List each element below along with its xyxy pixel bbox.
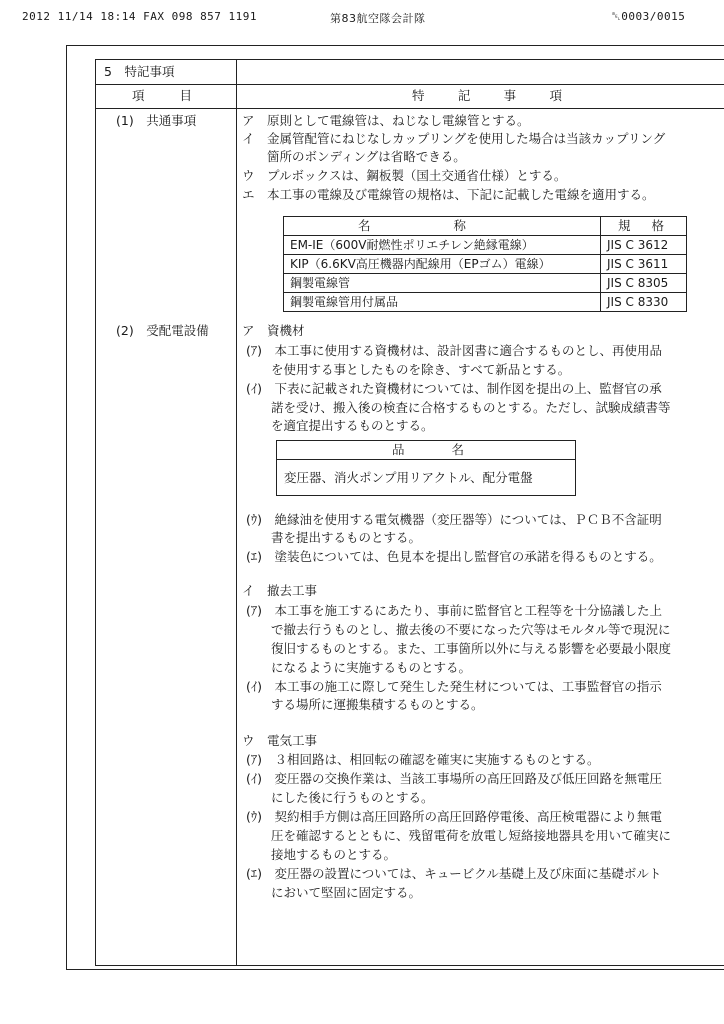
standards-table-row-line: [283, 292, 687, 293]
removal-line: (ｱ) 本工事を施工するにあたり、事前に監督官と工程等を十分協議した上: [246, 603, 663, 618]
materials-line: 書を提出するものとする。: [246, 530, 422, 545]
materials-line: を使用する事としたものを除き、すべて新品とする。: [246, 362, 571, 377]
materials-line: を適宜提出するものとする。: [246, 418, 434, 433]
product-table-row-line: [276, 459, 576, 460]
title-row-border: [95, 84, 724, 85]
standards-table-row-line: [283, 273, 687, 274]
standards-cell-standard: JIS C 3611: [607, 257, 669, 271]
standards-cell-name: EM-IE（600V耐燃性ポリエチレン絶縁電線）: [290, 238, 534, 252]
standards-cell-name: KIP（6.6KV高圧機器内配線用（EPゴム）電線）: [290, 257, 551, 271]
removal-line: 復旧するものとする。また、工事箇所以外に与える影響を必要最小限度: [246, 641, 672, 656]
fax-page-counter: ␇0003/0015: [612, 10, 686, 23]
electrical-line: 接地するものとする。: [246, 847, 397, 862]
standards-cell-name: 鋼製電線管: [290, 276, 351, 290]
frame-bottom: [66, 969, 724, 970]
materials-line: (ｲ) 下表に記載された資機材については、制作図を提出の上、監督官の承: [246, 381, 662, 396]
column-divider: [236, 59, 237, 965]
standards-cell-name: 鋼製電線管用付属品: [290, 295, 399, 309]
removal-line: する場所に運搬集積するものとする。: [246, 697, 484, 712]
table-bottom-border: [95, 965, 724, 966]
standards-table-row-line: [283, 254, 687, 255]
electrical-title: ウ 電気工事: [242, 733, 318, 748]
header-row-border: [95, 108, 724, 109]
electrical-line: 圧を確認するとともに、残留電荷を放電し短絡接地器具を用いて確実に: [246, 828, 672, 843]
table-left-border: [95, 59, 96, 965]
common-line: ア 原則として電線管は、ねじなし電線管とする。: [242, 113, 530, 128]
standards-header-standard: 規 格: [618, 218, 664, 233]
materials-line: (ｱ) 本工事に使用する資機材は、設計図書に適合するものとし、再使用品: [246, 343, 663, 358]
materials-title: ア 資機材: [242, 323, 305, 338]
electrical-line: (ｴ) 変圧器の設置については、キュービクル基礎上及び床面に基礎ボルト: [246, 866, 662, 881]
fax-sender-name: 第83航空隊会計隊: [330, 12, 426, 25]
product-table-value: 変圧器、消火ポンプ用リアクトル、配分電盤: [284, 470, 533, 485]
materials-line: (ｴ) 塗装色については、色見本を提出し監督官の承諾を得るものとする。: [246, 549, 662, 564]
common-line: ウ プルボックスは、鋼板製（国土交通省仕様）とする。: [242, 168, 567, 183]
product-table-header: 品 名: [392, 442, 464, 457]
common-line: イ 金属管配管にねじなしカップリングを使用した場合は当該カップリング: [242, 131, 666, 146]
standards-header-name: 名 称: [358, 218, 466, 233]
frame-left: [66, 45, 67, 970]
removal-line: になるように実施するものとする。: [246, 660, 472, 675]
table-top-border: [95, 59, 724, 60]
fax-sender-line: 2012 11/14 18:14 FAX 098 857 1191: [22, 10, 258, 23]
item-label-power: (2) 受配電設備: [116, 323, 209, 338]
electrical-line: (ｲ) 変圧器の交換作業は、当該工事場所の高圧回路及び低圧回路を無電圧: [246, 771, 663, 786]
electrical-line: (ｱ) ３相回路は、相回転の確認を確実に実施するものとする。: [246, 752, 600, 767]
removal-line: で撤去行うものとし、撤去後の不要になった穴等はモルタル等で現況に: [246, 622, 671, 637]
standards-cell-standard: JIS C 3612: [607, 238, 669, 252]
standards-cell-standard: JIS C 8305: [607, 276, 669, 290]
removal-line: (ｲ) 本工事の施工に際して発生した発生材については、工事監督官の指示: [246, 679, 662, 694]
item-label-common: (1) 共通事項: [116, 113, 197, 128]
common-line: エ 本工事の電線及び電線管の規格は、下記に記載した電線を適用する。: [242, 187, 655, 202]
column-header-item: 項 目: [132, 88, 192, 103]
electrical-line: (ｳ) 契約相手方側は高圧回路所の高圧回路停電後、高圧検電器により無電: [246, 809, 663, 824]
standards-table-row-line: [283, 235, 687, 236]
removal-title: イ 撤去工事: [242, 583, 318, 598]
column-header-notes: 特 記 事 項: [412, 88, 562, 103]
electrical-line: において堅固に固定する。: [246, 885, 422, 900]
frame-top: [66, 45, 724, 46]
section-title: 5 特記事項: [104, 64, 175, 79]
standards-cell-standard: JIS C 8330: [607, 295, 669, 309]
electrical-line: にした後に行うものとする。: [246, 790, 434, 805]
common-line: 箇所のボンディングは省略できる。: [242, 149, 466, 164]
materials-line: (ｳ) 絶縁油を使用する電気機器（変圧器等）については、ＰＣＢ不含証明: [246, 512, 662, 527]
standards-table-divider: [600, 216, 601, 312]
materials-line: 諾を受け、搬入後の検査に合格するものとする。ただし、試験成績書等: [246, 400, 671, 415]
